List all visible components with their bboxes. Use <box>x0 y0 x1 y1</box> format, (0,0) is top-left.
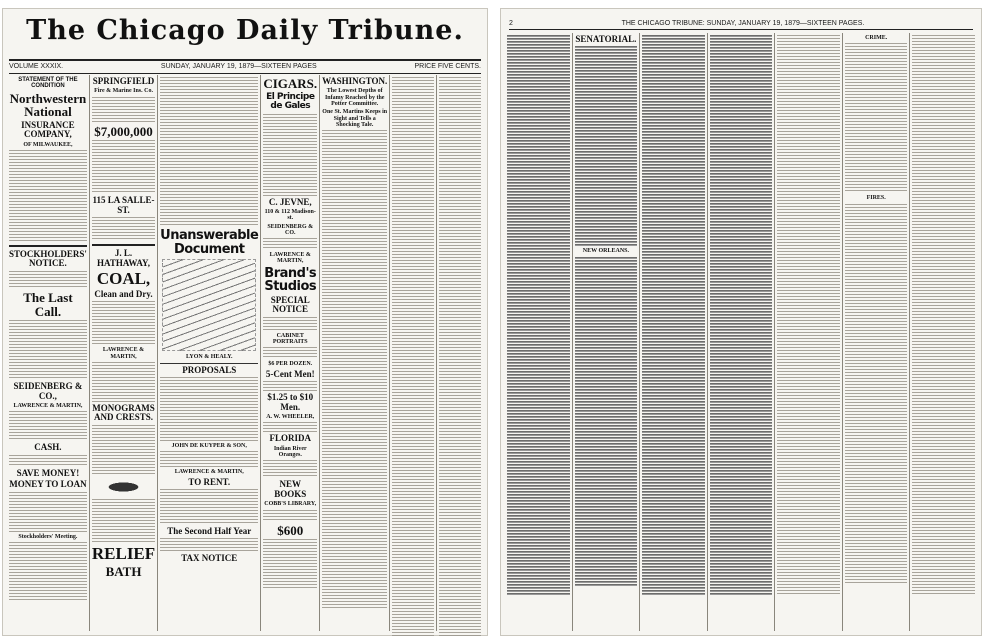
heading: OF MILWAUKEE, <box>23 141 73 148</box>
heading: INSURANCE COMPANY, <box>21 119 75 140</box>
rule <box>9 245 87 247</box>
text-block <box>160 451 258 467</box>
heading: $600 <box>277 522 304 538</box>
heading: One St. Martins Keeps in Sight and Tells a Shocking Tale. <box>322 109 388 128</box>
text-block <box>9 455 87 467</box>
heading: STOCKHOLDERS' NOTICE. <box>9 249 87 269</box>
text-block <box>92 97 155 123</box>
heading: Stockholders' Meeting. <box>18 533 78 540</box>
text-block <box>263 238 317 250</box>
text-block <box>9 542 87 602</box>
text-block <box>263 347 317 359</box>
heading: Northwestern National <box>9 90 87 120</box>
heading: COBB'S LIBRARY, <box>264 501 317 508</box>
heading: RELIEF <box>91 543 156 563</box>
text-block <box>9 492 87 532</box>
heading: Clean and Dry. <box>94 288 153 299</box>
rule <box>160 363 258 364</box>
text-block <box>439 77 481 637</box>
column-1 <box>7 75 90 631</box>
text-block <box>507 35 570 595</box>
running-head <box>509 19 973 30</box>
second-page <box>500 8 982 636</box>
heading: SAVE MONEY! <box>16 467 80 478</box>
heading: SPECIAL NOTICE <box>270 295 310 315</box>
heading: $1.25 to $10 Men. <box>267 392 314 412</box>
text-block <box>9 271 87 289</box>
text-block <box>710 35 773 595</box>
heading: CIGARS. <box>263 76 318 91</box>
heading: WASHINGTON. <box>322 76 388 86</box>
heading: JOHN DE KUYPER & SON, <box>171 443 247 450</box>
heading: LAWRENCE & MARTIN, <box>174 469 244 476</box>
rule <box>92 244 155 246</box>
heading: C. JEVNE, <box>268 196 312 207</box>
text-block <box>575 46 638 246</box>
heading: NEW BOOKS <box>274 479 307 499</box>
text-block <box>160 377 258 441</box>
heading: FIRES. <box>866 195 886 202</box>
heading: Indian River Oranges. <box>273 445 307 459</box>
text-block <box>92 301 155 345</box>
heading: PROPOSALS <box>182 364 237 375</box>
text-block <box>263 422 317 432</box>
heading: J. L. HATHAWAY, <box>97 248 150 268</box>
page-number: 2 <box>509 20 513 27</box>
column-5 <box>775 33 843 631</box>
heading: SPRINGFIELD <box>92 76 155 86</box>
heading: The Last Call. <box>23 289 73 319</box>
heading: COAL, <box>96 269 151 289</box>
heading: LAWRENCE & MARTIN, <box>13 403 83 410</box>
heading: SEIDENBERG & CO. <box>267 223 314 236</box>
text-block <box>392 77 434 637</box>
column-2 <box>573 33 641 631</box>
column-6 <box>390 75 437 631</box>
heading: CRIME. <box>865 35 888 41</box>
text-block <box>9 411 87 441</box>
text-block <box>9 150 87 242</box>
column-1 <box>505 33 573 631</box>
text-block <box>263 510 317 522</box>
text-block <box>92 217 155 241</box>
text-block <box>845 43 908 193</box>
text-block <box>92 362 155 402</box>
text-block <box>263 114 317 196</box>
heading: El Principe de Gales <box>266 91 315 112</box>
heading: SENATORIAL. <box>575 34 637 44</box>
pen-illustration <box>94 478 153 496</box>
heading: Brand's Studios <box>264 265 317 295</box>
column-7 <box>910 33 977 631</box>
column-3 <box>640 33 708 631</box>
heading: TAX NOTICE <box>181 553 238 564</box>
heading: SEIDENBERG & CO., <box>13 381 83 401</box>
text-block <box>263 381 317 391</box>
text-block <box>160 489 258 525</box>
text-block <box>575 257 638 587</box>
text-block <box>845 204 908 584</box>
heading: LAWRENCE & MARTIN, <box>102 347 145 360</box>
heading: The Second Half Year <box>167 526 252 537</box>
heading: MONOGRAMS AND CRESTS. <box>92 403 155 423</box>
heading: LYON & HEALY. <box>185 354 233 361</box>
column-7 <box>437 75 483 631</box>
text-block <box>777 35 840 595</box>
heading: BATH <box>105 563 142 579</box>
heading: 115 LA SALLE-ST. <box>92 195 155 215</box>
heading: 110 & 112 Madison-st. <box>264 208 316 222</box>
masthead: The Chicago Daily Tribune. <box>26 15 464 46</box>
heading: NEW ORLEANS. <box>582 248 629 255</box>
text-block <box>9 320 87 380</box>
heading: FLORIDA <box>269 433 311 444</box>
heading: Fire & Marine Ins. Co. <box>94 88 153 95</box>
text-block <box>92 499 155 543</box>
heading: The Lowest Depths of Infamy Reached by the Potter Committee. <box>324 88 385 108</box>
text-block <box>160 77 258 227</box>
front-page-columns <box>7 75 483 631</box>
heading: $6 PER DOZEN. <box>268 361 313 368</box>
heading: STATEMENT OF THE CONDITION <box>18 77 78 90</box>
column-4 <box>261 75 320 631</box>
second-page-columns <box>505 33 977 631</box>
column-5 <box>320 75 390 631</box>
text-block <box>92 425 155 475</box>
text-block <box>642 35 705 595</box>
text-block <box>322 130 387 610</box>
column-3 <box>158 75 261 631</box>
dateline <box>9 59 481 74</box>
text-block <box>92 140 155 194</box>
signatures-image <box>162 259 256 351</box>
running-head-title: THE CHICAGO TRIBUNE: SUNDAY, JANUARY 19, 1879—SIXTEEN PAGES. <box>621 20 865 27</box>
heading: A. W. WHEELER, <box>266 414 315 421</box>
text-block <box>160 538 258 552</box>
price-label: PRICE FIVE CENTS. <box>414 63 481 70</box>
heading: 5-Cent Men! <box>265 368 315 379</box>
front-page <box>2 8 488 636</box>
text-block <box>263 460 317 478</box>
volume-label: VOLUME XXXIX. <box>9 63 64 70</box>
text-block <box>263 539 317 589</box>
text-block <box>912 35 975 595</box>
heading: MONEY TO LOAN <box>9 479 87 490</box>
text-block <box>263 317 317 331</box>
heading: TO RENT. <box>188 476 231 487</box>
column-6 <box>843 33 911 631</box>
heading: $7,000,000 <box>94 123 153 139</box>
date-label: SUNDAY, JANUARY 19, 1879—SIXTEEN PAGES <box>160 63 317 70</box>
column-2 <box>90 75 158 631</box>
column-4 <box>708 33 776 631</box>
heading: CASH. <box>34 442 62 453</box>
heading: CABINET PORTRAITS <box>272 332 308 346</box>
heading: LAWRENCE & MARTIN, <box>269 252 311 265</box>
heading: Unanswerable Document <box>160 228 259 257</box>
